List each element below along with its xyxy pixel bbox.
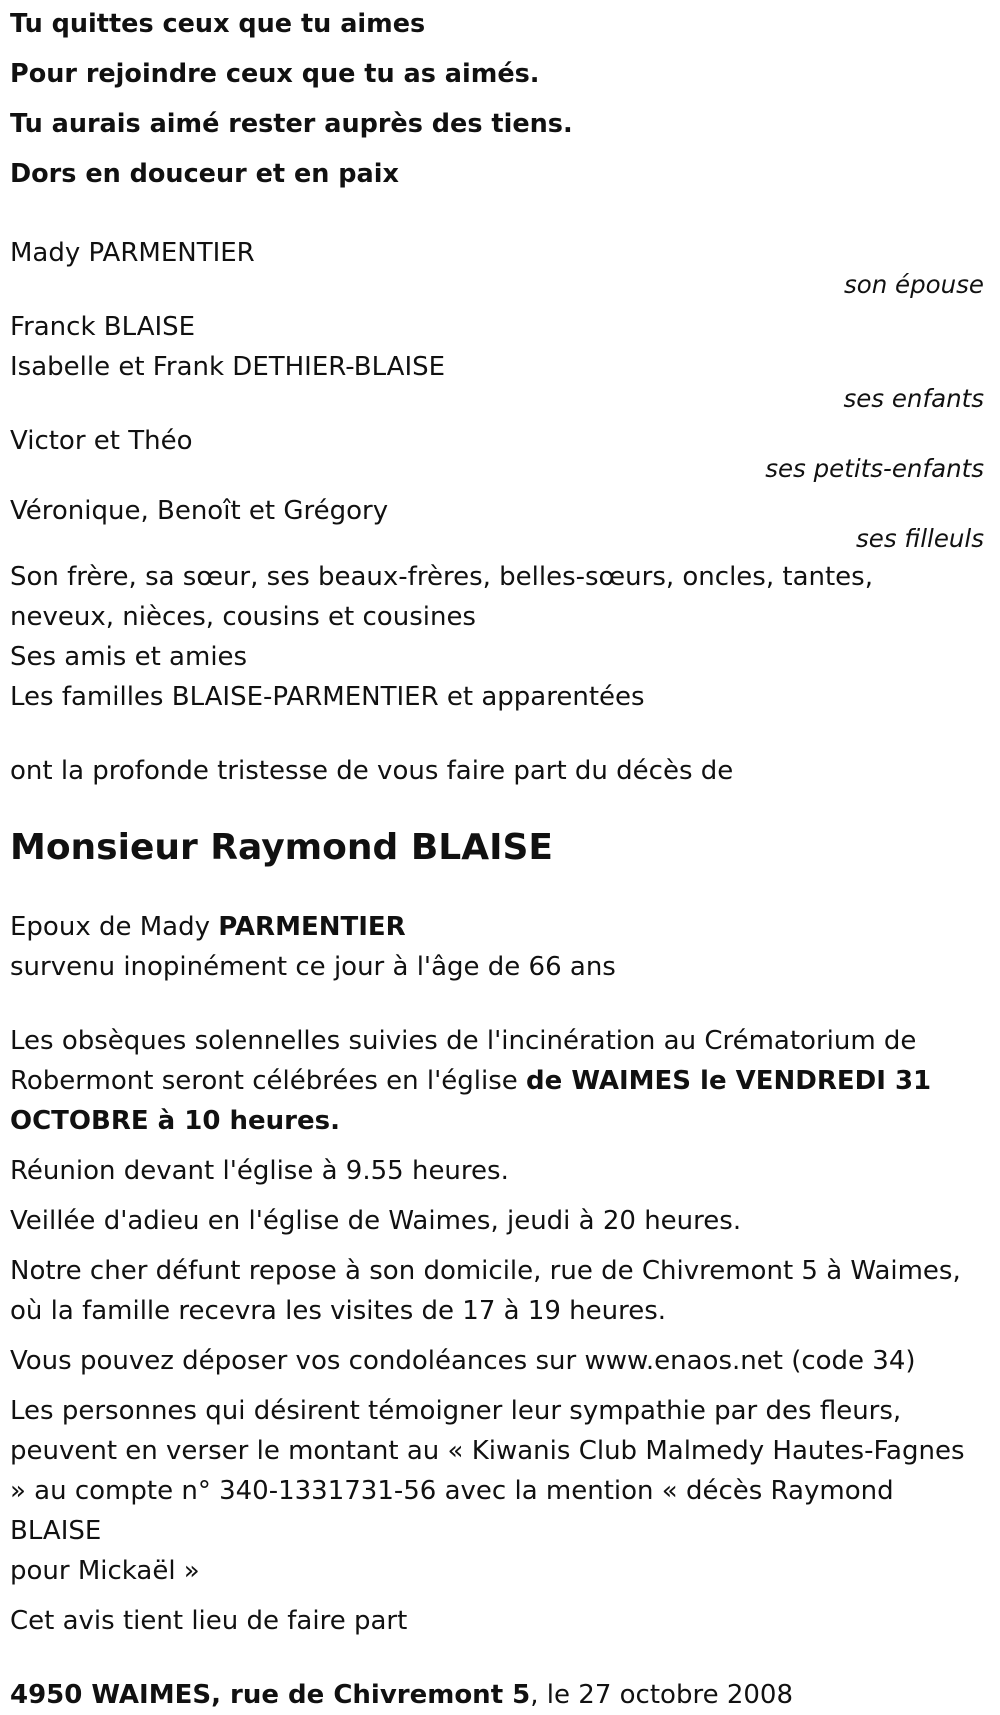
rest-line-1: Notre cher défunt repose à son domicile, rue de Chivremont 5 à Waimes,	[10, 1256, 961, 1286]
poem-line-4: Dors en douceur et en paix	[10, 159, 399, 189]
poem-line-1: Tu quittes ceux que tu aimes	[10, 9, 426, 39]
poem	[10, 0, 990, 199]
funeral-line-2-prefix: Robermont seront célébrées en l'église	[10, 1066, 527, 1096]
families: Les familles BLAISE-PARMENTIER et apparentées	[10, 682, 645, 712]
vigil: Veillée d'adieu en l'église de Waimes, jeudi à 20 heures.	[10, 1206, 742, 1236]
grandchildren-relation: ses petits-enfants	[765, 454, 984, 483]
funeral-line-2-bold: de WAIMES le VENDREDI 31	[526, 1066, 932, 1096]
deceased-name: Monsieur Raymond BLAISE	[10, 827, 553, 868]
poem-line-3: Tu aurais aimé rester auprès des tiens.	[10, 109, 573, 139]
godchildren: Véronique, Benoît et Grégory	[10, 496, 389, 526]
spouse-relation: son épouse	[843, 270, 984, 299]
spouse-name: Mady PARMENTIER	[10, 238, 255, 268]
announcement: ont la profonde tristesse de vous faire part du décès de	[10, 756, 734, 786]
rest-line-2: où la famille recevra les visites de 17 à 19 heures.	[10, 1296, 667, 1326]
funeral-info	[10, 1021, 990, 1141]
funeral-line-2	[10, 1061, 990, 1101]
family-list	[10, 233, 990, 717]
godchildren-relation: ses filleuls	[855, 524, 984, 553]
notice: Cet avis tient lieu de faire part	[10, 1606, 408, 1636]
funeral-line-3: OCTOBRE à 10 heures.	[10, 1106, 340, 1136]
age-line: survenu inopinément ce jour à l'âge de 66 ans	[10, 952, 616, 982]
footer-address-bold: 4950 WAIMES, rue de Chivremont 5	[10, 1680, 531, 1710]
flowers-line-3: » au compte n° 340-1331731-56 avec la mention « décès Raymond BLAISE	[10, 1476, 894, 1546]
child-2: Isabelle et Frank DETHIER-BLAISE	[10, 352, 446, 382]
spouse-line	[10, 907, 990, 947]
spouse-line-prefix: Epoux de Mady	[10, 912, 219, 942]
meeting: Réunion devant l'église à 9.55 heures.	[10, 1156, 509, 1186]
others-line-2: neveux, nièces, cousins et cousines	[10, 602, 476, 632]
poem-line-2: Pour rejoindre ceux que tu as aimés.	[10, 59, 540, 89]
others-line-1: Son frère, sa sœur, ses beaux-frères, belles-sœurs, oncles, tantes,	[10, 562, 873, 592]
child-1: Franck BLAISE	[10, 312, 196, 342]
children-relation: ses enfants	[843, 384, 984, 413]
condolences: Vous pouvez déposer vos condoléances sur www.enaos.net (code 34)	[10, 1346, 916, 1376]
grandchildren: Victor et Théo	[10, 426, 193, 456]
spouse-line-bold: PARMENTIER	[218, 912, 406, 942]
flowers-line-1: Les personnes qui désirent témoigner leur sympathie par des fleurs,	[10, 1396, 902, 1426]
footer-address	[10, 1675, 990, 1715]
funeral-line-1: Les obsèques solennelles suivies de l'incinération au Crématorium de	[10, 1026, 917, 1056]
footer-date: , le 27 octobre 2008	[530, 1680, 793, 1710]
flowers-line-4: pour Mickaël »	[10, 1556, 200, 1586]
flowers-line-2: peuvent en verser le montant au « Kiwanis Club Malmedy Hautes-Fagnes	[10, 1436, 965, 1466]
friends: Ses amis et amies	[10, 642, 248, 672]
